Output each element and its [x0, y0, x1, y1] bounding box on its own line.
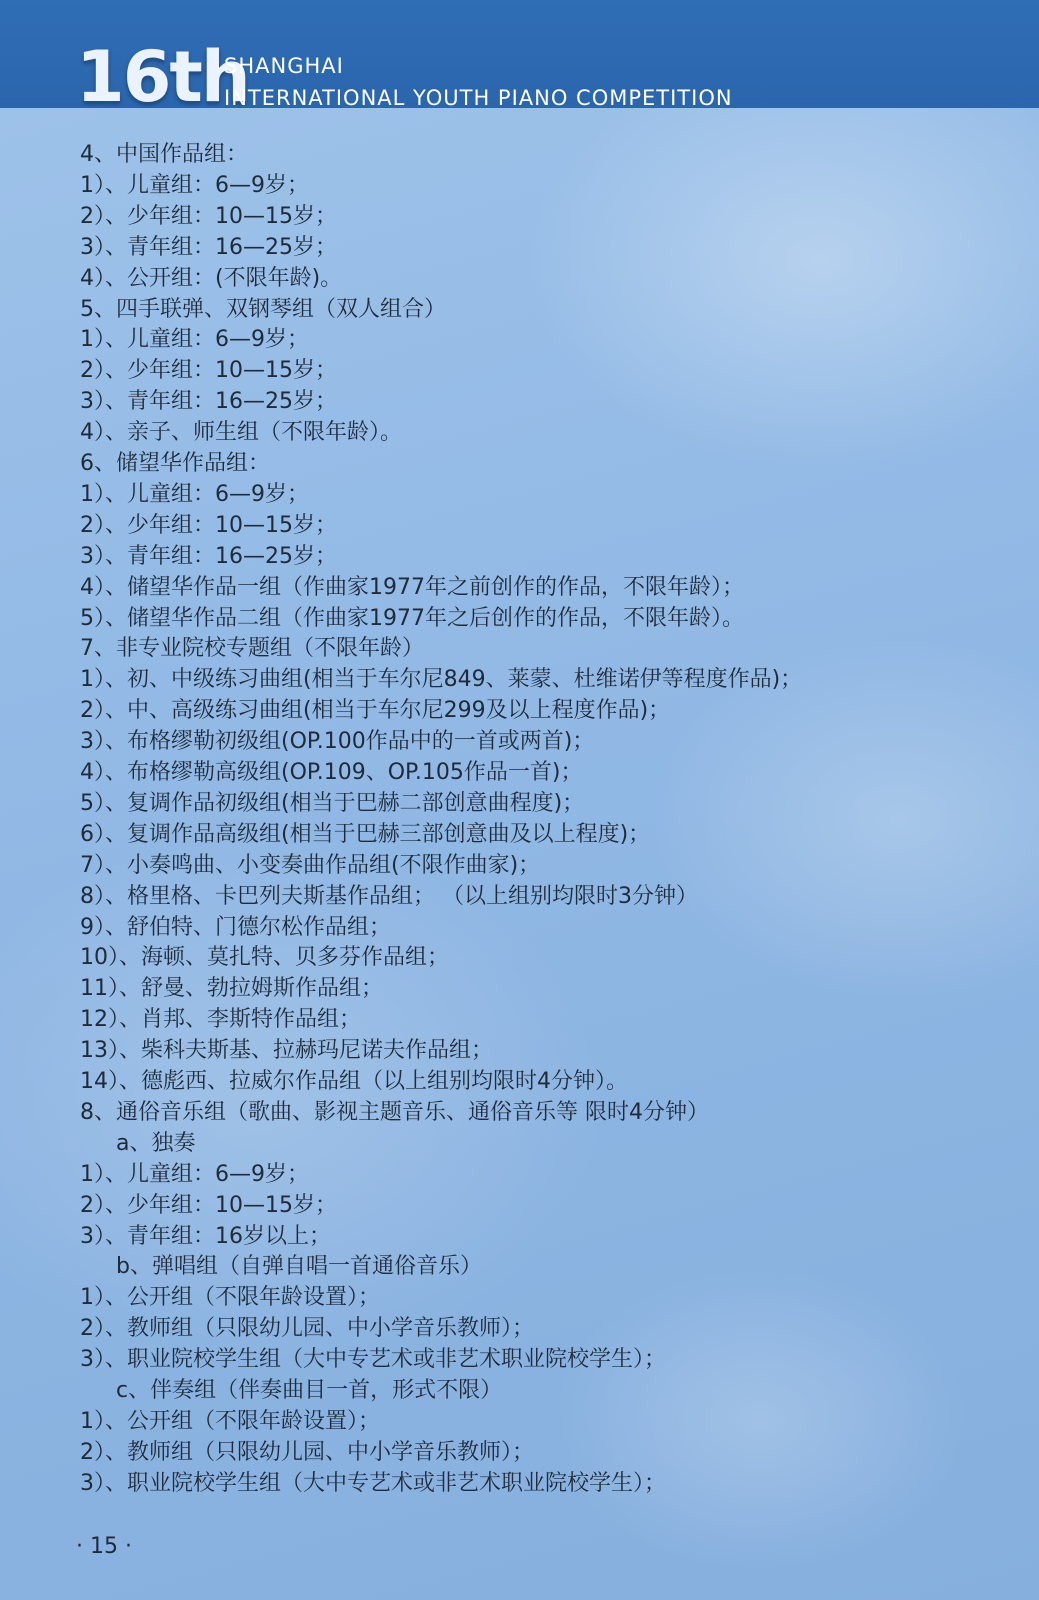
list-item: 5）、储望华作品二组（作曲家1977年之后创作的作品，不限年龄）。: [80, 606, 744, 631]
list-item: 9）、舒伯特、门德尔松作品组；: [80, 915, 391, 940]
list-item: 2）、少年组：10—15岁；: [80, 513, 337, 538]
list-item: 5）、复调作品初级组(相当于巴赫二部创意曲程度)；: [80, 791, 585, 816]
page-number: · 15 ·: [76, 1534, 132, 1559]
list-item: 4）、布格缪勒高级组(OP.109、OP.105作品一首)；: [80, 760, 583, 785]
list-item: 3）、青年组：16岁以上；: [80, 1224, 331, 1249]
list-item: 1）、公开组（不限年龄设置）；: [80, 1285, 380, 1310]
list-item: 1）、儿童组：6—9岁；: [80, 482, 309, 507]
list-item: 1）、儿童组：6—9岁；: [80, 173, 309, 198]
list-item: 8、通俗音乐组（歌曲、影视主题音乐、通俗音乐等 限时4分钟）: [80, 1100, 709, 1125]
list-item: 8）、格里格、卡巴列夫斯基作品组； （以上组别均限时3分钟）: [80, 884, 698, 909]
list-item: 1）、初、中级练习曲组(相当于车尔尼849、莱蒙、杜维诺伊等程度作品)；: [80, 667, 803, 692]
list-item: 1）、公开组（不限年龄设置）；: [80, 1409, 380, 1434]
list-item: 3）、职业院校学生组（大中专艺术或非艺术职业院校学生）；: [80, 1347, 666, 1372]
list-item: 3）、青年组：16—25岁；: [80, 544, 337, 569]
list-item: 3）、青年组：16—25岁；: [80, 389, 337, 414]
list-item: 7）、小奏鸣曲、小变奏曲作品组(不限作曲家)；: [80, 853, 541, 878]
list-item: 1）、儿童组：6—9岁；: [80, 327, 309, 352]
subsection-heading: c、伴奏组（伴奏曲目一首，形式不限）: [116, 1378, 503, 1403]
list-item: 4、中国作品组：: [80, 142, 248, 167]
list-item: 14）、德彪西、拉威尔作品组（以上组别均限时4分钟）。: [80, 1069, 628, 1094]
header-title-line2: INTERNATIONAL YOUTH PIANO COMPETITION: [224, 86, 733, 110]
list-item: 3）、青年组：16—25岁；: [80, 235, 337, 260]
list-item: 4）、公开组：(不限年龄)。: [80, 266, 343, 291]
header-banner: [0, 0, 1039, 118]
list-item: 5、四手联弹、双钢琴组（双人组合）: [80, 297, 446, 322]
list-item: 2）、中、高级练习曲组(相当于车尔尼299及以上程度作品)；: [80, 698, 671, 723]
header-title-line1: SHANGHAI: [224, 54, 344, 78]
list-item: 4）、亲子、师生组（不限年龄）。: [80, 420, 402, 445]
list-item: 13）、柴科夫斯基、拉赫玛尼诺夫作品组；: [80, 1038, 493, 1063]
list-item: 12）、肖邦、李斯特作品组；: [80, 1007, 361, 1032]
list-item: 11）、舒曼、勃拉姆斯作品组；: [80, 976, 383, 1001]
logo-number: 16th: [76, 36, 249, 118]
list-item: 2）、少年组：10—15岁；: [80, 358, 337, 383]
list-item: 2）、教师组（只限幼儿园、中小学音乐教师）；: [80, 1316, 534, 1341]
list-item: 3）、职业院校学生组（大中专艺术或非艺术职业院校学生）；: [80, 1471, 666, 1496]
list-item: 6）、复调作品高级组(相当于巴赫三部创意曲及以上程度)；: [80, 822, 651, 847]
subsection-heading: b、弹唱组（自弹自唱一首通俗音乐）: [116, 1254, 482, 1279]
list-item: 4）、储望华作品一组（作曲家1977年之前创作的作品，不限年龄）；: [80, 575, 744, 600]
list-item: 7、非专业院校专题组（不限年龄）: [80, 636, 424, 661]
list-item: 10）、海顿、莫扎特、贝多芬作品组；: [80, 945, 449, 970]
list-item: 2）、少年组：10—15岁；: [80, 1193, 337, 1218]
list-item: 6、储望华作品组：: [80, 451, 270, 476]
subsection-heading: a、独奏: [116, 1131, 196, 1156]
list-item: 2）、少年组：10—15岁；: [80, 204, 337, 229]
list-item: 1）、儿童组：6—9岁；: [80, 1162, 309, 1187]
list-item: 3）、布格缪勒初级组(OP.100作品中的一首或两首)；: [80, 729, 595, 754]
list-item: 2）、教师组（只限幼儿园、中小学音乐教师）；: [80, 1440, 534, 1465]
